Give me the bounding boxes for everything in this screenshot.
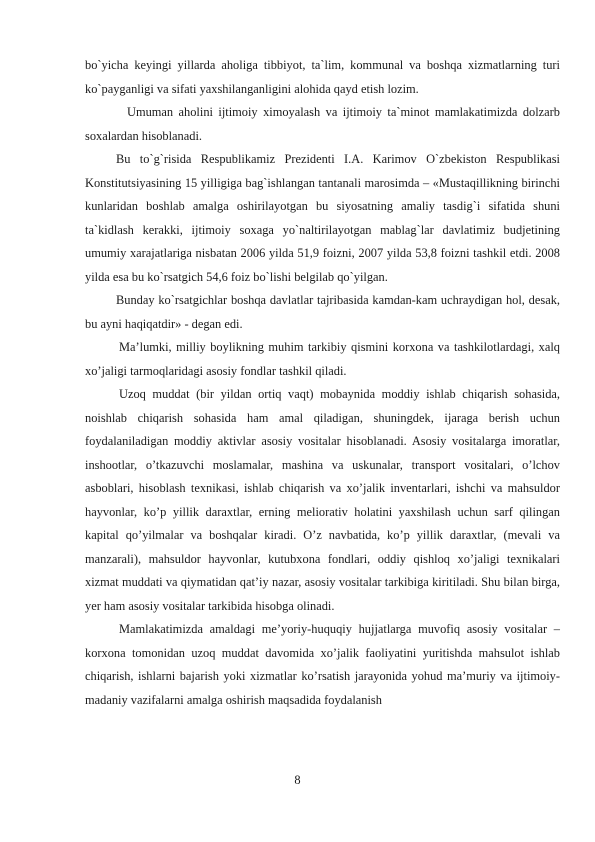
paragraph-national-wealth: Ma’lumki, milliy boylikning muhim tarkibiy qismini korxona va tashkilotlardagi, xalq xo’jaligi tarmoqlaridagi asosiy fondlar tashkil qiladi. [85, 340, 560, 378]
paragraph-social-protection: Umuman aholini ijtimoiy ximoyalash va ijtimoiy ta`minot mamlakatimizda dolzarb soxalardan hisoblanadi. [85, 105, 560, 143]
paragraph-legal-definition: Mamlakatimizda amaldagi me’yoriy-huquqiy hujjatlarga muvofiq asosiy vositalar – korxona tomonidan uzoq muddat davomida xo’jalik faoliyatini yuritishda mahsulot ishlab chiqarish, ishlarni bajarish yoki xizmatlar ko’rsatish jarayonida yohud ma’muriy va ijtimoiy-madaniy vazifalarni amalga oshirish maqsadida foydalanish [85, 622, 560, 707]
page-number: 8 [294, 773, 301, 787]
paragraph-president-quote: Bu to`g`risida Respublikamiz Prezidenti I.A. Karimov O`zbekiston Respublikasi Konstitutsiyasining 15 yilligiga bag`ishlangan tantanali marosimda – «Mustaqillikning birinchi kunlaridan boshlab amalga oshirilayotgan bu siyosatning amaliy tasdig`i sifatida shuni ta`kidlash kerakki, ijtimoiy soxaga yo`naltirilayotgan mablag`lar davlatimiz budjetining umumiy xarajatlariga nisbatan 2006 yilda 51,9 foizni, 2007 yilda 53,8 foizni tashkil etdi. 2008 yilda esa bu ko`rsatgich 54,6 foiz bo`lishi belgilab qo`yilgan. [85, 152, 560, 284]
paragraph-continuation: bo`yicha keyingi yillarda aholiga tibbiyot, ta`lim, kommunal va boshqa xizmatlarning turi ko`payganligi va sifati yaxshilanganligini alohida qayd etish lozim. [85, 58, 560, 96]
paragraph-fixed-assets: Uzoq muddat (bir yildan ortiq vaqt) mobaynida moddiy ishlab chiqarish sohasida, noishlab chiqarish sohasida ham amal qiladigan, shuningdek, ijaraga berish uchun foydalaniladigan moddiy aktivlar asosiy vositalar hisoblanadi. Asosiy vositalarga imoratlar, inshootlar, o’tkazuvchi moslamalar, mashina va uskunalar, transport vositalari, o’lchov asboblari, hisoblash texnikasi, ishlab chiqarish va xo’jalik inventarlari, ishchi va mahsuldor hayvonlar, ko’p yillik daraxtlar, erning meliorativ holatini yaxshilash uchun sarf qilingan kapital qo’yilmalar va boshqalar kiradi. O’z navbatida, ko’p yillik daraxtlar, (mevali va manzarali), mahsuldor hayvonlar, kutubxona fondlari, oddiy qishloq xo’jaligi texnikalari xizmat muddati va qiymatidan qat’iy nazar, asosiy vositalar tarkibiga kiritiladi. Shu bilan birga, yer ham asosiy vositalar tarkibida hisobga olinadi. [85, 387, 560, 613]
body-text [85, 54, 560, 712]
paragraph-quote-end: Bunday ko`rsatgichlar boshqa davlatlar tajribasida kamdan-kam uchraydigan hol, desak, bu ayni haqiqatdir» - degan edi. [85, 293, 560, 331]
